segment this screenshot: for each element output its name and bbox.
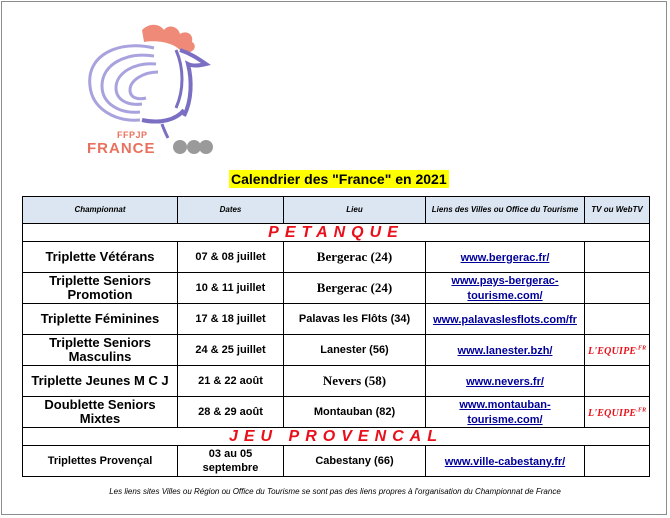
dates-cell: 07 & 08 juillet (178, 242, 284, 273)
championnat-cell: Triplette Seniors Promotion (23, 273, 178, 304)
logo-ffpjp-text: FFPJP (117, 130, 148, 140)
table-row (23, 273, 650, 304)
table-header-row (23, 197, 650, 224)
lien-cell (426, 335, 585, 366)
championnat-cell: Triplettes Provençal (23, 446, 178, 477)
lequipe-logo-text: L'EQUIPE (588, 345, 637, 357)
section-row-petanque (23, 224, 650, 242)
dates-cell: 17 & 18 juillet (178, 304, 284, 335)
lequipe-logo-suffix: .FR (636, 345, 647, 352)
city-link[interactable]: www.nevers.fr/ (466, 375, 544, 388)
header-dates: Dates (178, 197, 284, 224)
header-championnat: Championnat (23, 197, 178, 224)
city-link[interactable]: www.palavaslesflots.com/fr (433, 313, 577, 326)
footnote: Les liens sites Villes ou Région ou Office du Tourisme se sont pas des liens propres à l'organisation du Championnat de France (109, 487, 561, 496)
table-row (23, 446, 650, 477)
tv-cell (585, 446, 650, 477)
tv-cell (585, 304, 650, 335)
dates-cell: 21 & 22 août (178, 366, 284, 397)
header-lieu: Lieu (284, 197, 426, 224)
tv-cell (585, 273, 650, 304)
lequipe-logo[interactable] (588, 346, 646, 357)
dates-cell: 24 & 25 juillet (178, 335, 284, 366)
lieu-cell: Montauban (82) (284, 397, 426, 428)
header-tv: TV ou WebTV (585, 197, 650, 224)
section-title-provencal: JEU PROVENCAL (23, 428, 650, 446)
tv-cell (585, 242, 650, 273)
table-row (23, 366, 650, 397)
lieu-cell: Cabestany (66) (284, 446, 426, 477)
tv-cell (585, 397, 650, 428)
calendar-table (22, 196, 650, 477)
table-row (23, 242, 650, 273)
header-liens: Liens des Villes ou Office du Tourisme (426, 197, 585, 224)
city-link[interactable]: www.ville-cabestany.fr/ (444, 455, 566, 468)
championnat-cell: Triplette Jeunes M C J (23, 366, 178, 397)
lieu-cell: Bergerac (24) (284, 242, 426, 273)
dates-cell: 28 & 29 août (178, 397, 284, 428)
lieu-cell: Palavas les Flôts (34) (284, 304, 426, 335)
championnat-cell: Triplette Féminines (23, 304, 178, 335)
lien-cell (426, 366, 585, 397)
dates-cell: 10 & 11 juillet (178, 273, 284, 304)
lien-cell (426, 242, 585, 273)
lieu-cell: Nevers (58) (284, 366, 426, 397)
city-link[interactable]: www.bergerac.fr/ (460, 251, 550, 264)
section-row-provencal (23, 428, 650, 446)
lien-cell (426, 273, 585, 304)
city-link[interactable]: www.lanester.bzh/ (457, 344, 553, 357)
lien-cell (426, 446, 585, 477)
lequipe-logo-text: L'EQUIPE (588, 407, 637, 419)
table-row (23, 304, 650, 335)
championnat-cell: Triplette Vétérans (23, 242, 178, 273)
logo-france-text: FRANCE (87, 140, 156, 157)
lequipe-logo[interactable] (588, 408, 646, 419)
city-link[interactable]: www.pays-bergerac-tourisme.com/ (451, 275, 559, 302)
city-link[interactable]: www.montauban-tourisme.com/ (459, 399, 551, 426)
lieu-cell: Bergerac (24) (284, 273, 426, 304)
dates-cell: 03 au 05 septembre (178, 446, 284, 477)
tv-cell (585, 335, 650, 366)
championnat-cell: Doublette Seniors Mixtes (23, 397, 178, 428)
tv-cell (585, 366, 650, 397)
section-title-petanque: PETANQUE (23, 224, 650, 242)
lien-cell (426, 304, 585, 335)
lequipe-logo-suffix: .FR (636, 407, 647, 414)
championnat-cell: Triplette Seniors Masculins (23, 335, 178, 366)
page-title: Calendrier des "France" en 2021 (231, 171, 447, 187)
lieu-cell: Lanester (56) (284, 335, 426, 366)
table-row (23, 335, 650, 366)
lien-cell (426, 397, 585, 428)
table-row (23, 397, 650, 428)
